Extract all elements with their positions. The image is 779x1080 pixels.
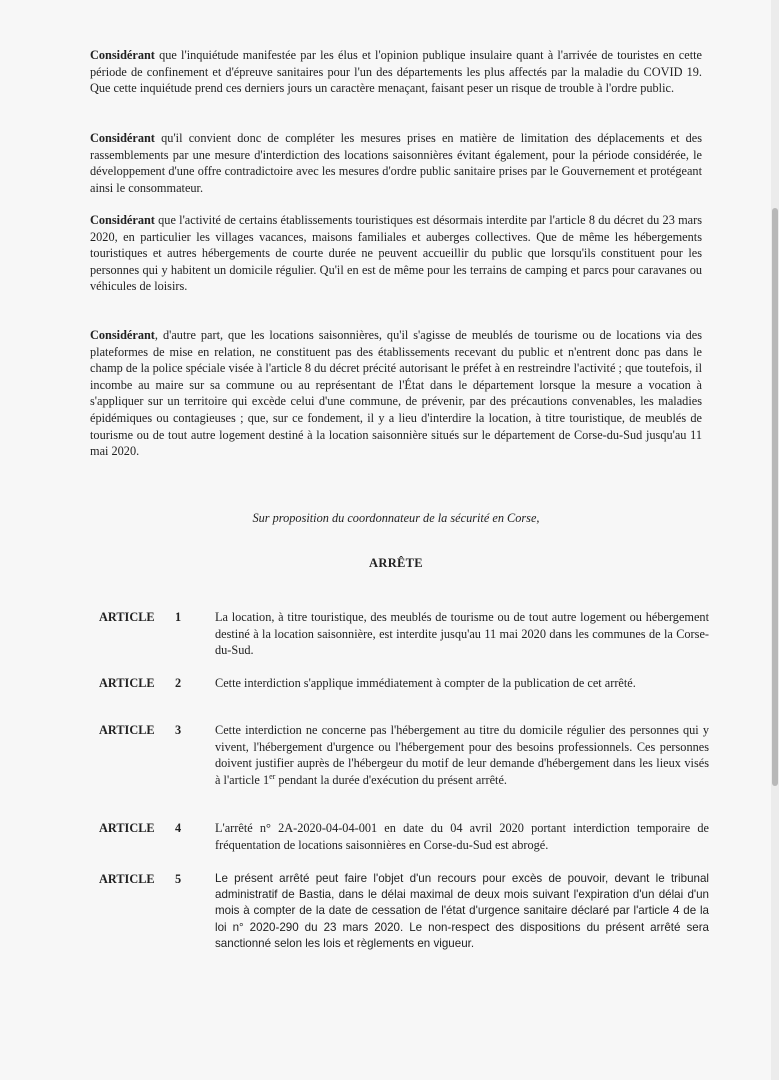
considerant-text: que l'inquiétude manifestée par les élus et l'opinion publique insulaire quant à l'arrivée de touristes en cette période de confinement et d'épreuve sanitaires pour l'un des départements les plus affectés par la maladie du COVID 19. Que cette inquiétude prend ces derniers jours un caractère menaçant, faisant peser un risque de trouble à l'ordre public. [90, 48, 702, 96]
article-label: ARTICLE 5 [99, 872, 182, 886]
considerant-lead: Considérant [90, 213, 155, 227]
considerant-paragraph [90, 212, 702, 295]
considerant-lead: Considérant [90, 328, 155, 342]
article-text: Cette interdiction s'applique immédiatement à compter de la publication de cet arrêté. [215, 676, 636, 690]
article-text: La location, à titre touristique, des meublés de tourisme ou de tout autre logement ou hébergement destiné à la location saisonnière, est interdite jusqu'au 11 mai 2020 dans les communes de la Corse-du-Sud. [215, 610, 709, 658]
considerant-text: , d'autre part, que les locations saisonnières, qu'il s'agisse de meublés de tourisme ou de locations via des plateformes de mise en relation, ne constituent pas des établissements recevant du public et n'entrent donc pas dans le champ de la police spéciale visée à l'article 8 du décret précité autorisant le préfet à en restreindre l'activité ; que toutefois, il incombe au maire sur sa commune ou au représentant de l'État dans le département lorsque la mesure a vocation à s'appliquer sur un territoire qui excède celui d'une commune, de prévenir, par des précautions convenables, les maladies épidémiques ou contagieuses ; que, sur ce fondement, il y a lieu d'interdire la location, à titre touristique, de meublés de tourisme ou de tout autre logement destiné à la location saisonnière situés sur le département de Corse-du-Sud jusqu'au 11 mai 2020. [90, 328, 702, 459]
considerant-text: que l'activité de certains établissements touristiques est désormais interdite par l'article 8 du décret du 23 mars 2020, en particulier les villages vacances, maisons familiales et auberges collectives. Que de même les hébergements touristiques et autres hébergements de courte durée ne peuvent accueillir du public que lorsqu'ils constituent pour les personnes qui y habitent un domicile régulier. Qu'il en est de même pour les terrains de camping et parcs pour caravanes ou véhicules de loisirs. [90, 213, 702, 294]
vertical-scrollbar[interactable] [771, 0, 779, 1080]
ordinal-superscript: er [269, 771, 276, 781]
considerant-paragraph [90, 47, 702, 97]
article-text: Le présent arrêté peut faire l'objet d'un recours pour excès de pouvoir, devant le tribunal administratif de Bastia, dans le délai maximal de deux mois suivant l'expiration d'un délai d'un mois à compter de la date de cessation de l'état d'urgence sanitaire déclaré par l'article 4 de la loi n° 2020-290 du 23 mars 2020. Le non-respect des dispositions du présent arrêté sera sanctionné selon les lois et règlements en vigueur. [215, 872, 709, 950]
article-label: ARTICLE 2 [99, 676, 182, 690]
article-number: 5 [175, 872, 182, 886]
article-text: Cette interdiction ne concerne pas l'hébergement au titre du domicile régulier des personnes qui y vivent, l'hébergement d'urgence ou l'hébergement pour des besoins professionnels. Ces personnes doivent justifier auprès de l'hébergeur du motif de leur demande d'hébergement dans les lieux visés à l'article 1er pendant la durée d'exécution du présent arrêté. [215, 723, 709, 787]
article-number: 3 [175, 723, 182, 737]
article-number: 2 [175, 676, 182, 690]
article-number: 4 [175, 821, 182, 835]
scrollbar-thumb[interactable] [772, 208, 778, 786]
article-label: ARTICLE 1 [99, 610, 182, 624]
article-label: ARTICLE 4 [99, 821, 182, 835]
proposal-line: Sur proposition du coordonnateur de la sécurité en Corse, [252, 511, 540, 525]
considerant-text: qu'il convient donc de compléter les mesures prises en matière de limitation des déplacements et des rassemblements par une mesure d'interdiction des locations saisonnières évitant également, pour la période considérée, le développement d'une offre contradictoire avec les mesures d'ordre public sanitaire prises par le Gouvernement et protégeant ainsi le consommateur. [90, 131, 702, 195]
considerant-paragraph [90, 130, 702, 196]
arrete-heading: ARRÊTE [369, 556, 423, 570]
considerant-lead: Considérant [90, 48, 155, 62]
considerant-lead: Considérant [90, 131, 155, 145]
article-number: 1 [175, 610, 182, 624]
article-text: L'arrêté n° 2A-2020-04-04-001 en date du 04 avril 2020 portant interdiction temporaire de fréquentation de locations saisonnières en Corse-du-Sud est abrogé. [215, 821, 709, 852]
article-label: ARTICLE 3 [99, 723, 182, 737]
considerant-paragraph [90, 327, 702, 460]
